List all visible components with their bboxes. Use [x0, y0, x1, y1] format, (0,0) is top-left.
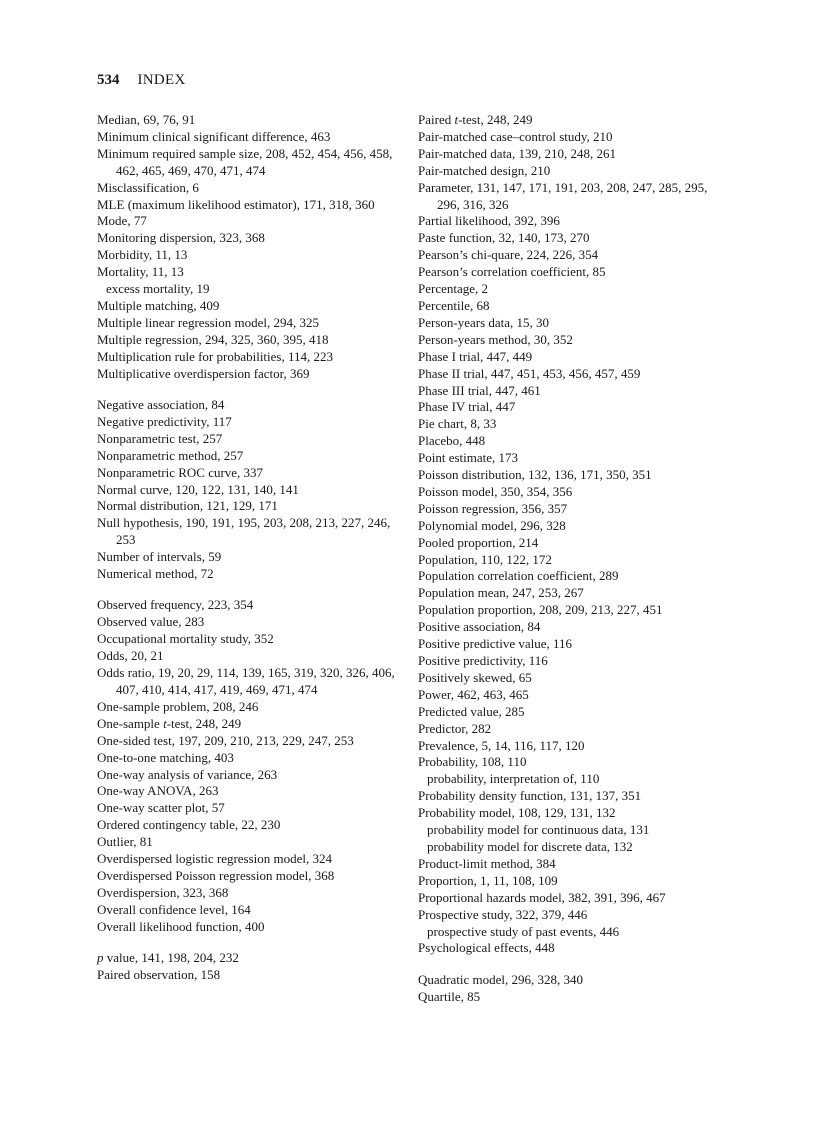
- running-header: [97, 70, 186, 90]
- index-entry: [418, 416, 723, 433]
- index-entry: [418, 349, 723, 366]
- index-entry-text: Phase IV trial, 447: [418, 399, 516, 415]
- index-entry: [418, 552, 723, 569]
- index-entry-text: Minimum required sample size, 208, 452, 454, 456, 458, 462, 465, 469, 470, 471, 474: [97, 145, 393, 178]
- index-entry-text: Poisson model, 350, 354, 356: [418, 483, 573, 499]
- index-entry: [97, 716, 402, 733]
- index-entry-text: Numerical method, 72: [97, 566, 214, 582]
- index-subentry-text: probability model for discrete data, 132: [427, 838, 633, 854]
- index-entry-text: Pie chart, 8, 33: [418, 416, 497, 432]
- index-entry: [418, 619, 723, 636]
- index-entry-text: Population correlation coefficient, 289: [418, 568, 619, 584]
- index-entry: [418, 805, 723, 822]
- index-entry-text: Phase I trial, 447, 449: [418, 348, 533, 364]
- index-entry: [418, 890, 723, 907]
- index-entry-text: Phase III trial, 447, 461: [418, 382, 541, 398]
- index-entry-text: Pair-matched data, 139, 210, 248, 261: [418, 145, 616, 161]
- letter-group-gap: [97, 383, 402, 398]
- index-entry-text: Percentile, 68: [418, 297, 490, 313]
- index-entry-text: Poisson distribution, 132, 136, 171, 350, 351: [418, 467, 652, 483]
- index-entry-text: Percentage, 2: [418, 281, 489, 297]
- index-entry-text: Pearson’s chi-quare, 224, 226, 354: [418, 247, 599, 263]
- index-entry: [97, 885, 402, 902]
- index-entry-text: One-sample: [97, 715, 164, 731]
- index-entry: [97, 349, 402, 366]
- index-entry-text: Partial likelihood, 392, 396: [418, 213, 560, 229]
- letter-group-gap: [97, 583, 402, 598]
- index-entry: [418, 247, 723, 264]
- index-entry: [97, 264, 402, 281]
- index-entry-text: Normal distribution, 121, 129, 171: [97, 498, 278, 514]
- index-entry-text: Quartile, 85: [418, 988, 481, 1004]
- index-entry: [97, 515, 402, 549]
- index-entry-text: Number of intervals, 59: [97, 549, 222, 565]
- index-entry-text: Overall likelihood function, 400: [97, 918, 265, 934]
- index-entry: [97, 129, 402, 146]
- index-entry: [97, 498, 402, 515]
- index-subentry: [418, 822, 723, 839]
- index-subentry: [418, 771, 723, 788]
- index-entry: [418, 129, 723, 146]
- index-entry: [418, 704, 723, 721]
- index-entry: [97, 817, 402, 834]
- index-entry: [418, 366, 723, 383]
- index-entry: [97, 967, 402, 984]
- index-entry: [97, 549, 402, 566]
- index-entry: [97, 919, 402, 936]
- index-entry: [418, 602, 723, 619]
- index-entry-text: Parameter, 131, 147, 171, 191, 203, 208, 247, 285, 295, 296, 316, 326: [418, 179, 708, 212]
- index-entry: [97, 414, 402, 431]
- index-entry: [97, 448, 402, 465]
- index-entry-text: Occupational mortality study, 352: [97, 631, 274, 647]
- index-entry: [97, 332, 402, 349]
- index-entry-text: Person-years data, 15, 30: [418, 314, 550, 330]
- index-entry-text: Predictor, 282: [418, 720, 492, 736]
- index-entry-text: Proportion, 1, 11, 108, 109: [418, 872, 558, 888]
- index-entry-text: Probability model, 108, 129, 131, 132: [418, 805, 616, 821]
- letter-group-gap: [418, 957, 723, 972]
- index-entry: [97, 112, 402, 129]
- index-entry: [97, 366, 402, 383]
- index-entry: [97, 315, 402, 332]
- index-entry-text: Placebo, 448: [418, 433, 486, 449]
- index-entry-text: One-sample problem, 208, 246: [97, 698, 259, 714]
- index-subentry-text: excess mortality, 19: [106, 281, 210, 297]
- index-entry-text: Observed value, 283: [97, 614, 205, 630]
- index-entry-text: Person-years method, 30, 352: [418, 331, 573, 347]
- index-entry-italic: t: [454, 112, 459, 127]
- index-entry: [97, 614, 402, 631]
- index-entry: [97, 834, 402, 851]
- index-entry: [418, 721, 723, 738]
- index-entry-text: Ordered contingency table, 22, 230: [97, 817, 281, 833]
- index-entry: [418, 163, 723, 180]
- index-entry: [418, 585, 723, 602]
- index-entry-text: value, 141, 198, 204, 232: [103, 950, 239, 966]
- index-entry-text: One-way analysis of variance, 263: [97, 766, 278, 782]
- index-entry-text: Pair-matched design, 210: [418, 162, 551, 178]
- index-entry-text: Proportional hazards model, 382, 391, 396, 467: [418, 889, 666, 905]
- index-entry: [418, 433, 723, 450]
- index-entry: [418, 907, 723, 924]
- index-entry: [418, 738, 723, 755]
- index-entry: [418, 568, 723, 585]
- index-entry-text: Probability density function, 131, 137, 351: [418, 788, 642, 804]
- index-entry-text: Overdispersion, 323, 368: [97, 884, 229, 900]
- index-entry: [97, 213, 402, 230]
- index-entry: [97, 146, 402, 180]
- index-entry-text: Minimum clinical significant difference, 463: [97, 128, 331, 144]
- index-subentry: [418, 924, 723, 941]
- running-title: INDEX: [137, 72, 186, 88]
- index-entry-text: Observed frequency, 223, 354: [97, 597, 254, 613]
- index-entry-text: Product-limit method, 384: [418, 855, 556, 871]
- index-entry: [97, 851, 402, 868]
- index-entry: [418, 501, 723, 518]
- index-entry: [97, 950, 402, 967]
- index-entry-text: Odds, 20, 21: [97, 648, 164, 664]
- index-entry-text: Paired: [418, 112, 455, 127]
- index-entry-text: Multiplicative overdispersion factor, 369: [97, 365, 310, 381]
- index-entry-text: Pearson’s correlation coefficient, 85: [418, 264, 606, 280]
- index-entry: [97, 868, 402, 885]
- index-entry-text: Phase II trial, 447, 451, 453, 456, 457, 459: [418, 365, 641, 381]
- index-entry: [418, 383, 723, 400]
- index-entry-text: Overdispersed Poisson regression model, 368: [97, 867, 335, 883]
- index-entry: [418, 788, 723, 805]
- index-subentry: [97, 281, 402, 298]
- index-entry: [418, 989, 723, 1006]
- index-entry: [418, 315, 723, 332]
- index-entry-text: Positive predictivity, 116: [418, 653, 548, 668]
- index-entry-text: Probability, 108, 110: [418, 754, 527, 770]
- index-entry: [418, 112, 723, 129]
- index-entry-text: Outlier, 81: [97, 834, 153, 850]
- index-entry: [418, 653, 723, 670]
- index-entry-text: One-way scatter plot, 57: [97, 800, 225, 816]
- index-entry: [97, 566, 402, 583]
- index-entry-text: Overall confidence level, 164: [97, 901, 251, 917]
- index-entry: [418, 670, 723, 687]
- index-entry: [97, 783, 402, 800]
- index-entry-text: Poisson regression, 356, 357: [418, 500, 568, 516]
- index-entry: [418, 264, 723, 281]
- index-entry-text: Predicted value, 285: [418, 703, 525, 719]
- index-entry: [418, 636, 723, 653]
- index-entry: [418, 281, 723, 298]
- index-entry: [97, 397, 402, 414]
- index-entry-text: Mortality, 11, 13: [97, 264, 184, 280]
- index-entry: [97, 298, 402, 315]
- index-entry: [97, 902, 402, 919]
- index-entry-text: Positive predictive value, 116: [418, 636, 573, 652]
- index-entry-text: Nonparametric ROC curve, 337: [97, 464, 264, 480]
- index-entry: [97, 465, 402, 482]
- index-entry-text: Morbidity, 11, 13: [97, 247, 188, 263]
- letter-group-gap: [97, 936, 402, 951]
- index-entry-text: Population proportion, 208, 209, 213, 227, 451: [418, 602, 663, 618]
- index-entry: [97, 180, 402, 197]
- index-entry-text: Mode, 77: [97, 213, 147, 229]
- index-subentry-text: prospective study of past events, 446: [427, 923, 620, 939]
- index-entry-text: Population, 110, 122, 172: [418, 551, 552, 567]
- index-subentry-text: probability model for continuous data, 131: [427, 822, 650, 838]
- index-entry: [418, 213, 723, 230]
- index-entry: [97, 597, 402, 614]
- index-entry-text: -test, 248, 249: [166, 715, 242, 731]
- index-entry: [418, 687, 723, 704]
- index-entry-text: Null hypothesis, 190, 191, 195, 203, 208, 213, 227, 246, 253: [97, 515, 391, 548]
- index-entry-text: Prospective study, 322, 379, 446: [418, 906, 588, 922]
- index-entry-text: Negative predictivity, 117: [97, 413, 232, 429]
- index-entry-text: Negative association, 84: [97, 397, 225, 412]
- index-entry: [418, 518, 723, 535]
- index-entry: [418, 146, 723, 163]
- index-entry: [97, 665, 402, 699]
- index-entry-text: Multiple matching, 409: [97, 297, 220, 313]
- index-entry: [97, 431, 402, 448]
- index-column-right: [418, 112, 723, 1006]
- index-entry: [97, 733, 402, 750]
- index-entry-text: Prevalence, 5, 14, 116, 117, 120: [418, 737, 585, 753]
- index-entry-text: Power, 462, 463, 465: [418, 686, 529, 702]
- index-entry-text: Point estimate, 173: [418, 450, 519, 466]
- index-entry-text: One-to-one matching, 403: [97, 749, 234, 765]
- index-entry-text: Overdispersed logistic regression model, 324: [97, 851, 333, 867]
- index-entry-text: Median, 69, 76, 91: [97, 112, 196, 127]
- index-entry: [418, 332, 723, 349]
- index-entry-text: Monitoring dispersion, 323, 368: [97, 230, 265, 246]
- index-entry-text: Positive association, 84: [418, 619, 541, 635]
- index-column-left: [97, 112, 402, 984]
- index-entry-text: -test, 248, 249: [458, 112, 533, 127]
- index-entry-text: Pair-matched case–control study, 210: [418, 128, 613, 144]
- index-entry: [418, 298, 723, 315]
- index-entry-text: MLE (maximum likelihood estimator), 171, 318, 360: [97, 196, 375, 212]
- index-entry: [97, 750, 402, 767]
- index-entry-text: Nonparametric method, 257: [97, 447, 244, 463]
- index-entry: [97, 648, 402, 665]
- index-entry: [97, 699, 402, 716]
- index-entry-text: One-sided test, 197, 209, 210, 213, 229, 247, 253: [97, 732, 354, 748]
- index-entry-text: Polynomial model, 296, 328: [418, 517, 566, 533]
- index-entry: [418, 856, 723, 873]
- index-entry: [97, 247, 402, 264]
- index-entry-text: Multiple regression, 294, 325, 360, 395, 418: [97, 331, 329, 347]
- index-entry-text: Odds ratio, 19, 20, 29, 114, 139, 165, 319, 320, 326, 406, 407, 410, 414, 417, 419, 469, 471, 474: [97, 665, 395, 697]
- index-entry: [97, 230, 402, 247]
- index-entry: [97, 800, 402, 817]
- index-entry-text: One-way ANOVA, 263: [97, 783, 219, 799]
- index-entry: [418, 180, 723, 214]
- index-entry: [418, 873, 723, 890]
- index-entry-text: Normal curve, 120, 122, 131, 140, 141: [97, 481, 299, 497]
- index-entry-italic: t: [163, 715, 167, 731]
- index-entry: [418, 972, 723, 989]
- index-subentry: [418, 839, 723, 856]
- index-entry-text: Paired observation, 158: [97, 967, 221, 982]
- index-entry-text: Population mean, 247, 253, 267: [418, 585, 584, 601]
- index-entry-text: Misclassification, 6: [97, 179, 199, 195]
- index-entry: [97, 767, 402, 784]
- index-entry-text: Quadratic model, 296, 328, 340: [418, 971, 583, 987]
- index-entry-text: Nonparametric test, 257: [97, 430, 223, 446]
- index-entry-text: Pooled proportion, 214: [418, 534, 539, 550]
- index-entry-text: Psychological effects, 448: [418, 940, 555, 956]
- index-entry: [418, 467, 723, 484]
- index-entry: [97, 197, 402, 214]
- index-entry-text: Positively skewed, 65: [418, 669, 532, 685]
- index-entry-text: Multiplication rule for probabilities, 114, 223: [97, 348, 334, 364]
- index-entry: [97, 631, 402, 648]
- index-entry: [418, 450, 723, 467]
- index-entry: [418, 535, 723, 552]
- index-entry: [418, 484, 723, 501]
- index-entry-text: Multiple linear regression model, 294, 325: [97, 314, 320, 330]
- index-entry-text: Paste function, 32, 140, 173, 270: [418, 230, 590, 246]
- index-entry: [97, 482, 402, 499]
- index-subentry-text: probability, interpretation of, 110: [427, 771, 600, 787]
- page-number: 534: [97, 72, 120, 88]
- index-entry: [418, 230, 723, 247]
- index-entry: [418, 940, 723, 957]
- index-entry-italic: p: [97, 950, 104, 966]
- index-entry: [418, 754, 723, 771]
- index-entry: [418, 399, 723, 416]
